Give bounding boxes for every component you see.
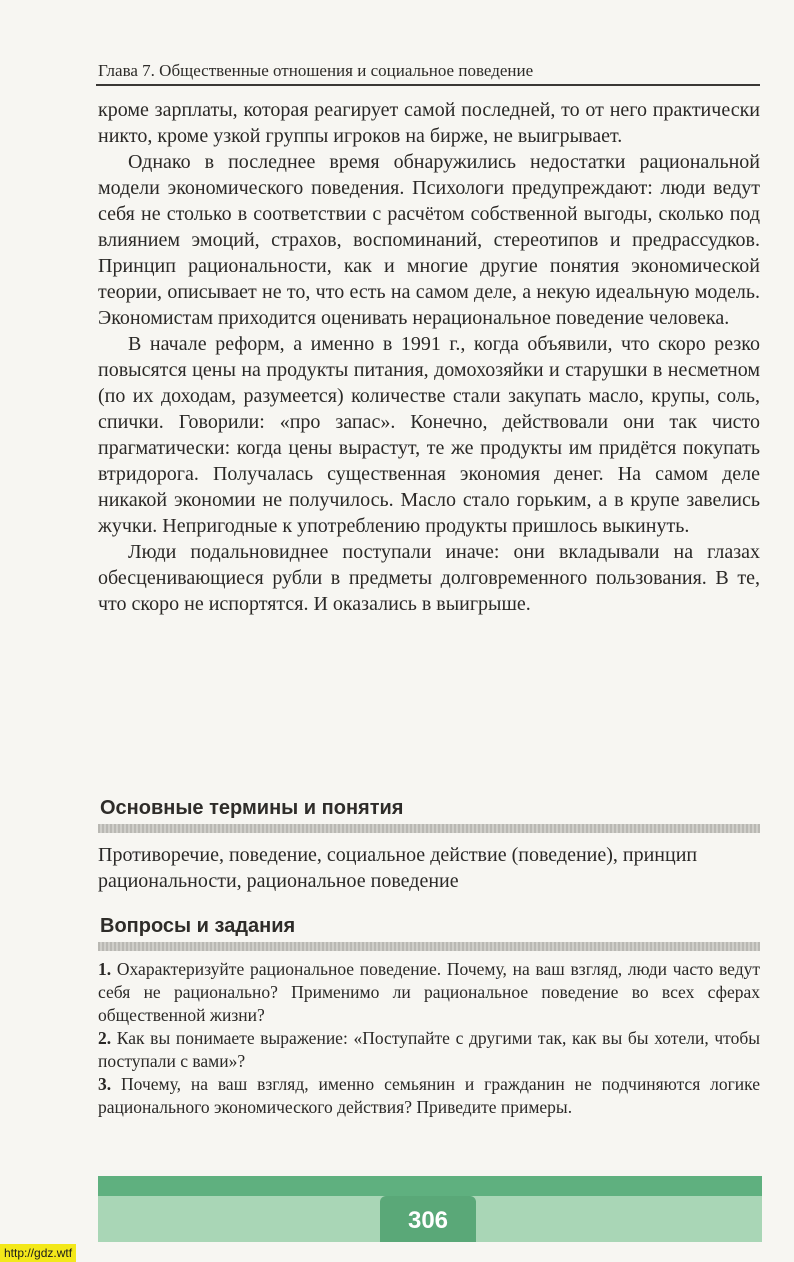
paragraph: Люди подальновиднее поступали иначе: они вкладывали на глазах обесценивающиеся рубли в предметы долговременного пользования. В те, что скоро не испортятся. И оказались в выигрыше. — [98, 541, 760, 615]
chapter-header: Глава 7. Общественные отношения и социальное поведение — [98, 61, 534, 80]
questions-title: Вопросы и задания — [100, 915, 296, 937]
page-number: 306 — [407, 1207, 449, 1234]
question-text: Охарактеризуйте рациональное поведение. Почему, на ваш взгляд, люди часто ведут себя не рационально? Применимо ли рациональное поведение во всех сферах общественной жизни? — [98, 959, 761, 1025]
terms-text: Противоречие, поведение, социальное действие (поведение), принцип рациональности, рациональное поведение — [98, 844, 698, 892]
question-text: Как вы понимаете выражение: «Поступайте с другими так, как вы бы хотели, чтобы поступали с вами»? — [98, 1028, 760, 1071]
questions-heading-block — [98, 914, 760, 951]
paragraph: Однако в последнее время обнаружились недостатки рациональной модели экономического поведения. Психологи предупреждают: люди ведут себя не столько в соответствии с расчётом собственной выгоды, сколько под влиянием эмоций, страхов, воспоминаний, стереотипов и предрассудков. Принцип рациональности, как и многие другие понятия экономической теории, описывает не то, что есть на самом деле, а некую идеальную модель. Экономистам приходится оценивать нерациональное поведение человека. — [98, 151, 760, 329]
paragraph: кроме зарплаты, которая реагирует самой последней, то от него практически никто, кроме узкой группы игроков на бирже, не выигрывает. — [98, 99, 760, 147]
main-text — [98, 97, 760, 617]
header-rule — [96, 84, 760, 86]
question-number: 3. — [98, 1074, 112, 1094]
section-divider — [98, 942, 760, 951]
paragraph: В начале реформ, а именно в 1991 г., когда объявили, что скоро резко повысятся цены на продукты питания, домохозяйки и старушки в несметном (по их доходам, разумеется) количестве стали закупать масло, крупы, соль, спички. Говорили: «про запас». Конечно, действовали они так чисто прагматически: когда цены вырастут, те же продукты им придётся покупать втридорога. Получалась существенная экономия денег. На самом деле никакой экономии не получилось. Масло стало горьким, а в крупе завелись жучки. Непригодные к употреблению продукты пришлось выкинуть. — [98, 333, 760, 537]
question-number: 1. — [98, 959, 112, 979]
question-item — [98, 958, 760, 1027]
terms-title: Основные термины и понятия — [100, 797, 404, 819]
watermark-link[interactable]: http://gdz.wtf — [0, 1244, 76, 1262]
terms-heading-block — [98, 796, 760, 833]
question-item — [98, 1027, 760, 1073]
question-text: Почему, на ваш взгляд, именно семьянин и гражданин не подчиняются логике рационального экономического действия? Приведите примеры. — [98, 1074, 760, 1117]
question-number: 2. — [98, 1028, 112, 1048]
section-divider — [98, 824, 760, 833]
question-item — [98, 1073, 760, 1119]
questions-list — [98, 958, 760, 1119]
